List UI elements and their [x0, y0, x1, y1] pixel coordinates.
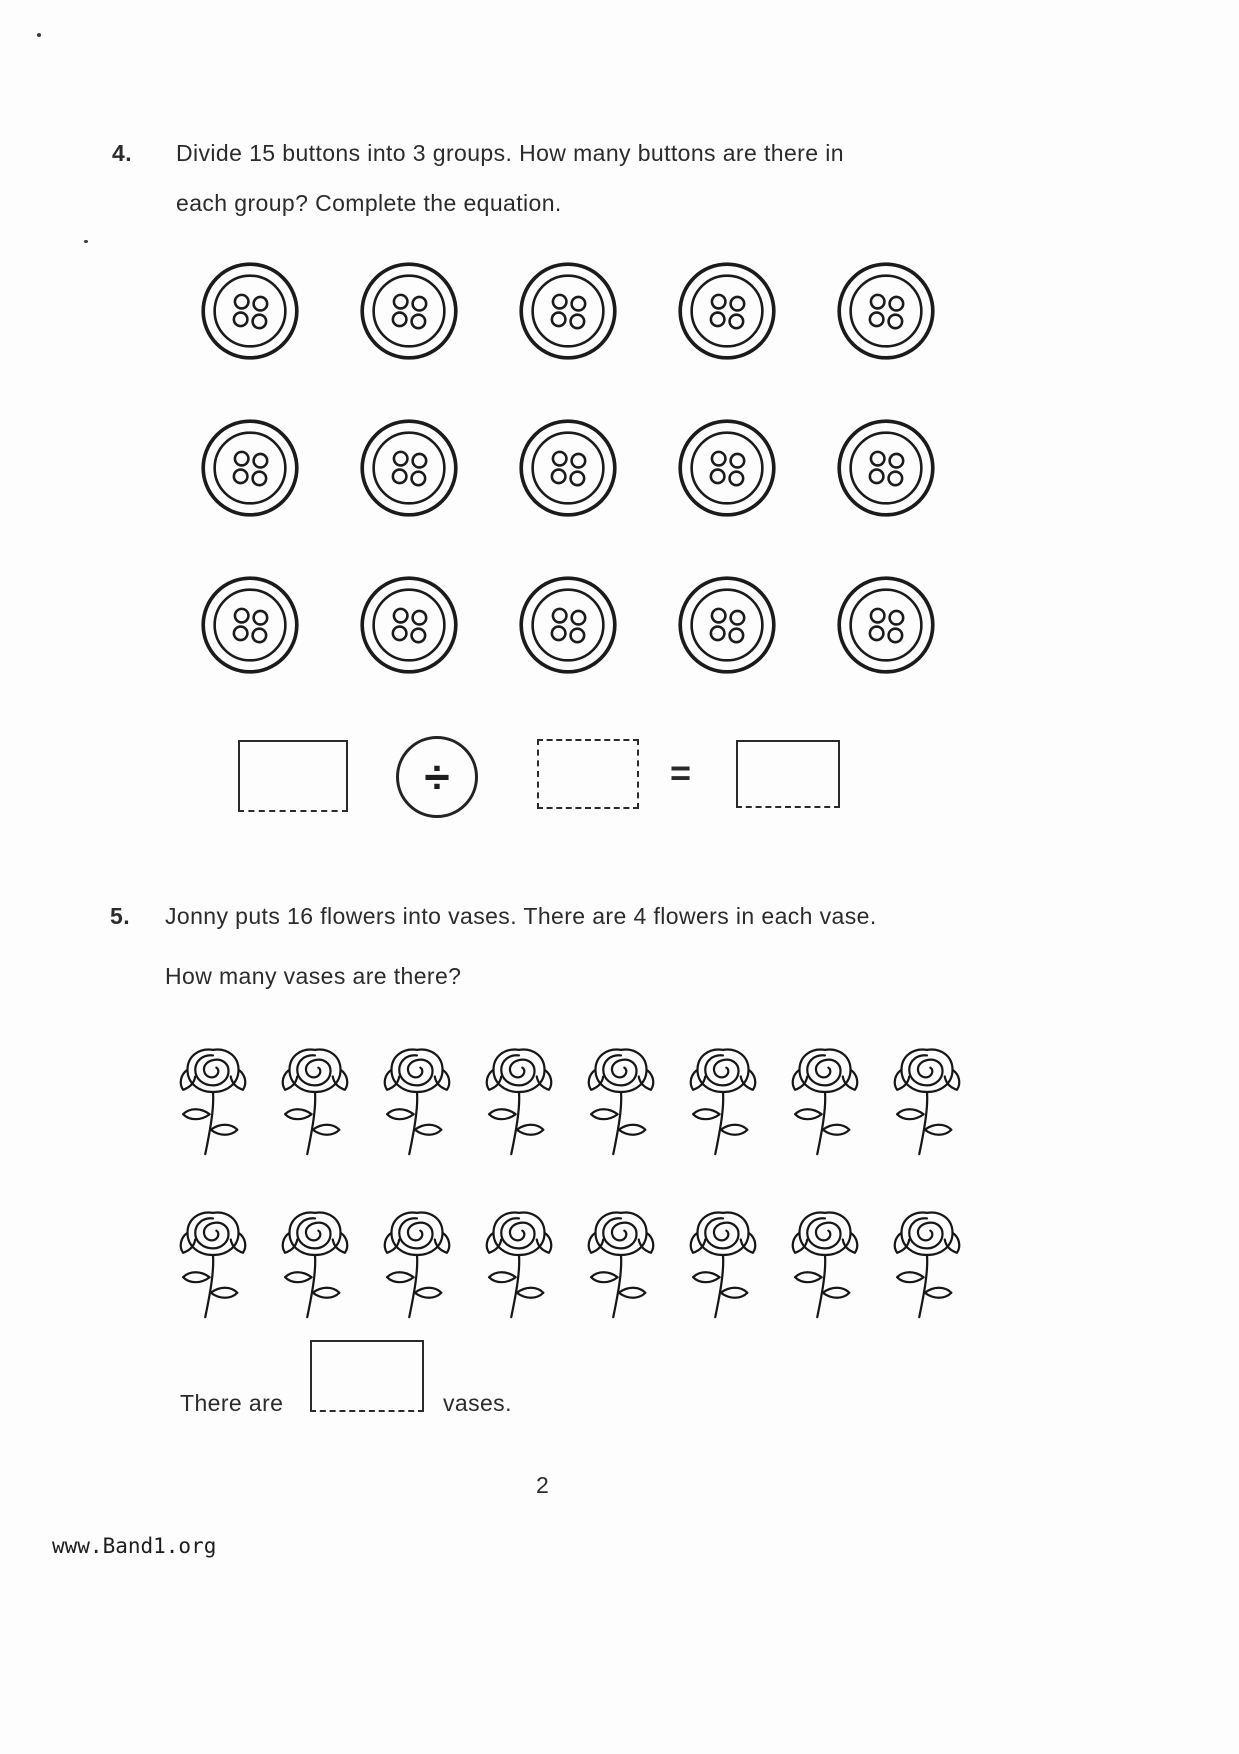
question-5-text-line2: How many vases are there?: [165, 963, 462, 989]
rose-icon: [777, 1038, 872, 1166]
q4-dividend-box[interactable]: [238, 740, 348, 812]
button-icon: [357, 573, 461, 677]
button-icon: [834, 573, 938, 677]
q5-answer-prefix: There are: [180, 1390, 284, 1416]
button-icon: [675, 416, 779, 520]
button-icon: [834, 259, 938, 363]
q4-divisor-box[interactable]: [537, 739, 639, 809]
button-icon: [198, 573, 302, 677]
q4-quotient-box[interactable]: [736, 740, 840, 808]
division-sign-icon: ÷: [424, 751, 450, 803]
page-number: 2: [536, 1472, 549, 1498]
rose-icon: [675, 1038, 770, 1166]
rose-icon: [777, 1201, 872, 1329]
question-5-text-line1: Jonny puts 16 flowers into vases. There are 4 flowers in each vase.: [165, 903, 877, 929]
rose-icon: [267, 1201, 362, 1329]
question-4-text-line2: each group? Complete the equation.: [176, 190, 562, 216]
watermark: www.Band1.org: [52, 1534, 217, 1558]
rose-icon: [879, 1201, 974, 1329]
rose-icon: [471, 1201, 566, 1329]
rose-icon: [165, 1201, 260, 1329]
button-icon: [357, 416, 461, 520]
button-icon: [834, 416, 938, 520]
button-icon: [675, 259, 779, 363]
scan-artifact: [84, 240, 88, 243]
flower-grid: [165, 1038, 974, 1329]
rose-icon: [879, 1038, 974, 1166]
q5-answer-box[interactable]: [310, 1340, 424, 1412]
question-4-number: 4.: [112, 140, 133, 166]
rose-icon: [369, 1201, 464, 1329]
rose-icon: [267, 1038, 362, 1166]
equals-sign: =: [670, 752, 693, 793]
question-5-number: 5.: [110, 903, 131, 929]
button-icon: [516, 573, 620, 677]
question-4-text-line1: Divide 15 buttons into 3 groups. How many buttons are there in: [176, 140, 844, 166]
division-circle: [396, 736, 478, 818]
q5-answer-suffix: vases.: [443, 1390, 512, 1416]
button-icon: [516, 259, 620, 363]
rose-icon: [369, 1038, 464, 1166]
rose-icon: [573, 1038, 668, 1166]
rose-icon: [573, 1201, 668, 1329]
rose-icon: [165, 1038, 260, 1166]
rose-icon: [675, 1201, 770, 1329]
button-icon: [198, 259, 302, 363]
button-icon: [198, 416, 302, 520]
rose-icon: [471, 1038, 566, 1166]
button-icon: [357, 259, 461, 363]
scan-artifact: [37, 33, 41, 37]
button-grid: [198, 259, 938, 677]
button-icon: [675, 573, 779, 677]
button-icon: [516, 416, 620, 520]
